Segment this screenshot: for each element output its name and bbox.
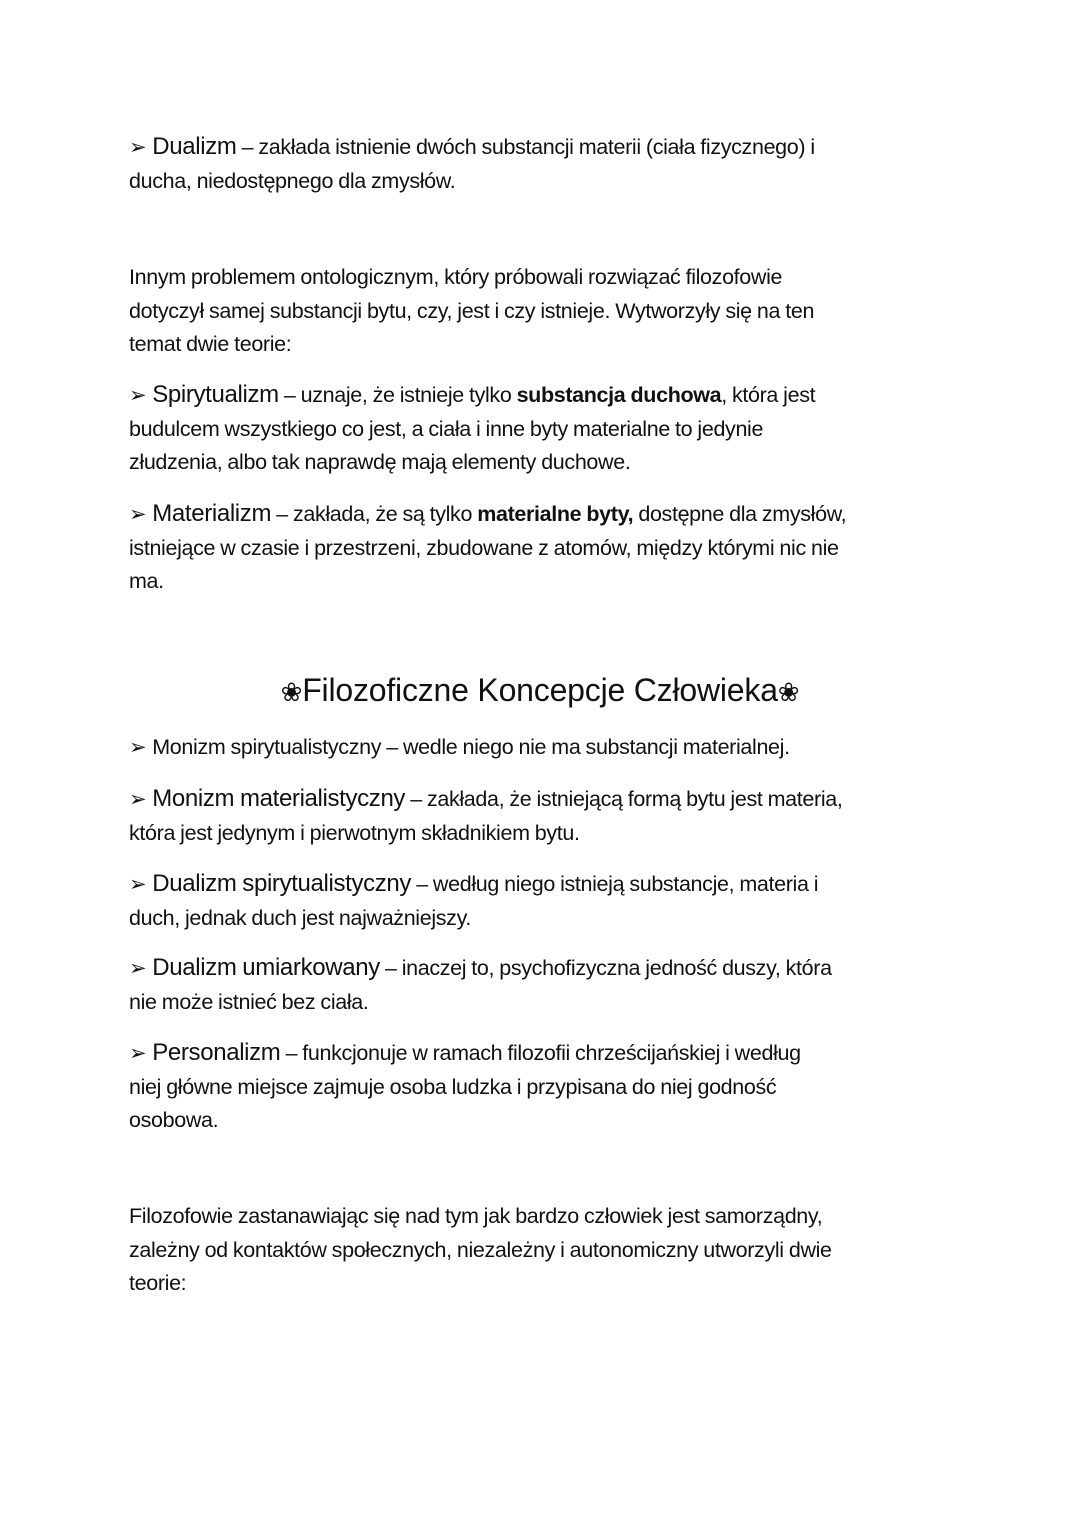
bullet-line [129, 782, 949, 817]
bullet-line: nie może istnieć bez ciała. [129, 989, 369, 1014]
bullet-line: złudzenia, albo tak naprawdę mają elementy duchowe. [129, 450, 631, 474]
bullet-dualizm-umiarkowany [129, 951, 949, 1019]
bullet-term: Dualizm umiarkowany [152, 954, 380, 981]
flower-icon: ❀ [280, 678, 303, 708]
bullet-term: Monizm materialistyczny [152, 785, 406, 812]
section-heading [0, 668, 1080, 715]
arrow-bullet-icon: ➢ [129, 136, 147, 159]
paragraph-line: Filozofowie zastanawiając się nad tym jak bardzo człowiek jest samorządny, [129, 1204, 823, 1228]
bullet-text: – według niego istnieją substancje, materia i [411, 872, 819, 896]
bullet-line: osobowa. [129, 1108, 219, 1132]
paragraph-line: zależny od kontaktów społecznych, niezależny i autonomiczny utworzyli dwie [129, 1237, 832, 1262]
bullet-materializm [129, 497, 949, 599]
paragraph-line: dotyczył samej substancji bytu, czy, jest i czy istnieje. Wytworzyły się na ten [129, 298, 815, 323]
bullet-line [129, 731, 949, 765]
bullet-dualizm-spirytualistyczny [129, 867, 949, 935]
closing-paragraph [129, 1200, 949, 1301]
bold-phrase: substancja duchowa [516, 383, 722, 407]
bullet-personalizm [129, 1036, 949, 1138]
paragraph-line: Innym problemem ontologicznym, który próbowali rozwiązać filozofowie [129, 265, 783, 289]
bullet-line: niej główne miejsce zajmuje osoba ludzka i przypisana do niej godność [129, 1074, 777, 1099]
bullet-line: ducha, niedostępnego dla zmysłów. [129, 168, 456, 193]
bullet-spirytualizm [129, 378, 949, 480]
bullet-text: – uznaje, że istnieje tylko [278, 383, 517, 407]
bullet-monizm-spirytualistyczny [129, 731, 949, 765]
bullet-monizm-materialistyczny [129, 782, 949, 850]
bullet-line: istniejące w czasie i przestrzeni, zbudowane z atomów, między którymi nic nie [129, 535, 839, 560]
bullet-line [129, 130, 949, 165]
arrow-bullet-icon: ➢ [129, 873, 147, 896]
bullet-term: Dualizm [152, 133, 237, 160]
bullet-line [129, 378, 949, 413]
bullet-term: Personalizm [152, 1039, 281, 1066]
bullet-line: budulcem wszystkiego co jest, a ciała i inne byty materialne to jedynie [129, 416, 764, 441]
flower-icon: ❀ [777, 678, 800, 708]
bullet-text: – zakłada istnienie dwóch substancji materii (ciała fizycznego) i [236, 135, 815, 159]
bullet-dualizm [129, 130, 949, 198]
bullet-text: – zakłada, że istniejącą formą bytu jest materia, [405, 787, 843, 811]
bullet-line [129, 951, 949, 986]
bullet-text: , która jest [721, 383, 816, 407]
bullet-text: – inaczej to, psychofizyczna jedność duszy, która [379, 956, 832, 980]
arrow-bullet-icon: ➢ [129, 736, 147, 759]
bullet-term: Monizm spirytualistyczny [152, 735, 382, 759]
paragraph-line: temat dwie teorie: [129, 332, 292, 356]
bullet-term: Materializm [152, 500, 272, 527]
bullet-line: duch, jednak duch jest najważniejszy. [129, 905, 471, 930]
bullet-term: Dualizm spirytualistyczny [152, 870, 412, 897]
arrow-bullet-icon: ➢ [129, 503, 147, 526]
bullet-line [129, 867, 949, 902]
bold-phrase: materialne byty, [477, 502, 634, 526]
bullet-line: ma. [129, 569, 164, 593]
paragraph-line: teorie: [129, 1271, 187, 1295]
bullet-text: – zakłada, że są tylko [271, 502, 478, 526]
bullet-text: – funkcjonuje w ramach filozofii chrześcijańskiej i według [280, 1041, 801, 1065]
bullet-term: Spirytualizm [152, 381, 279, 408]
bullet-text: – wedle niego nie ma substancji materialnej. [381, 735, 790, 759]
heading-text: Filozoficzne Koncepcje Człowieka [302, 672, 778, 708]
bullet-text: dostępne dla zmysłów, [633, 502, 847, 526]
bullet-line: która jest jedynym i pierwotnym składnikiem bytu. [129, 820, 580, 845]
arrow-bullet-icon: ➢ [129, 957, 147, 980]
arrow-bullet-icon: ➢ [129, 788, 147, 811]
bullet-line [129, 497, 949, 532]
arrow-bullet-icon: ➢ [129, 384, 147, 407]
bullet-line [129, 1036, 949, 1071]
arrow-bullet-icon: ➢ [129, 1042, 147, 1065]
intro-paragraph [129, 261, 949, 362]
